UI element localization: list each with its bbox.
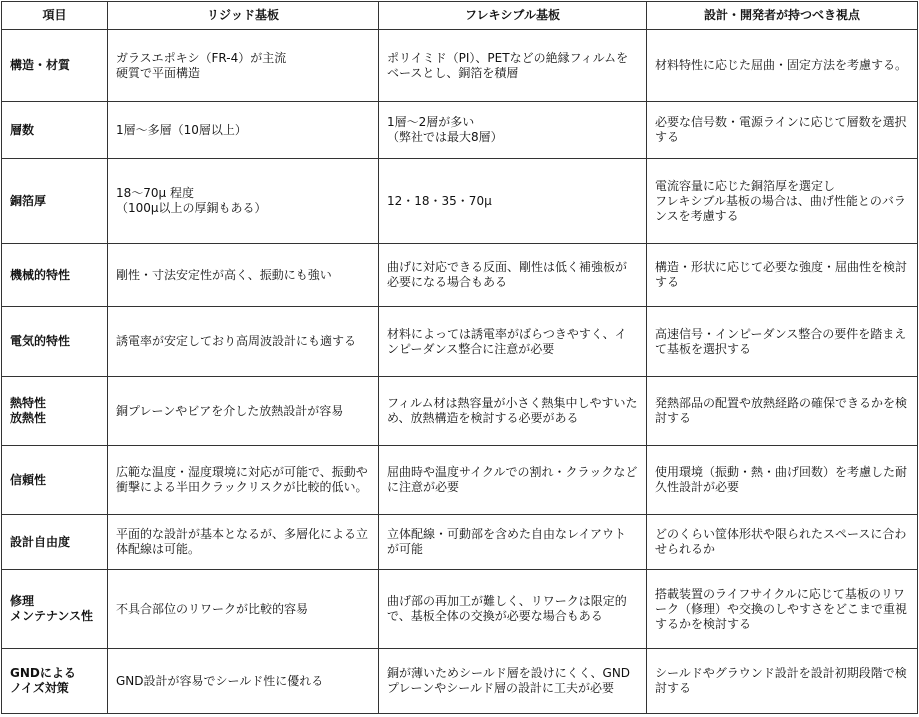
table-row	[2, 307, 918, 377]
row-item: 設計自由度	[2, 515, 108, 570]
table-row	[2, 446, 918, 515]
table-row	[2, 649, 918, 714]
comparison-table	[1, 1, 918, 714]
row-item: 機械的特性	[2, 244, 108, 307]
row-flex: 立体配線・可動部を含めた自由なレイアウトが可能	[379, 515, 647, 570]
row-view: 高速信号・インピーダンス整合の要件を踏まえて基板を選択する	[647, 307, 918, 377]
table-row	[2, 244, 918, 307]
row-rigid: ガラスエポキシ（FR-4）が主流 硬質で平面構造	[108, 30, 379, 102]
row-item: GNDによる ノイズ対策	[2, 649, 108, 714]
header-view: 設計・開発者が持つべき視点	[647, 2, 918, 30]
row-view: 必要な信号数・電源ラインに応じて層数を選択する	[647, 102, 918, 159]
table-row	[2, 30, 918, 102]
row-rigid: 広範な温度・湿度環境に対応が可能で、振動や衝撃による半田クラックリスクが比較的低い。	[108, 446, 379, 515]
row-rigid: 18～70μ 程度 （100μ以上の厚銅もある）	[108, 159, 379, 244]
row-item: 修理 メンテナンス性	[2, 570, 108, 649]
row-view: 搭載装置のライフサイクルに応じて基板のリワーク（修理）や交換のしやすさをどこまで重視するかを検討する	[647, 570, 918, 649]
row-view: シールドやグラウンド設計を設計初期段階で検討する	[647, 649, 918, 714]
row-flex: 12・18・35・70μ	[379, 159, 647, 244]
row-view: 使用環境（振動・熱・曲げ回数）を考慮した耐久性設計が必要	[647, 446, 918, 515]
table-row	[2, 515, 918, 570]
row-item: 銅箔厚	[2, 159, 108, 244]
header-rigid: リジッド基板	[108, 2, 379, 30]
row-flex: 材料によっては誘電率がばらつきやすく、インピーダンス整合に注意が必要	[379, 307, 647, 377]
row-item: 層数	[2, 102, 108, 159]
row-rigid: 平面的な設計が基本となるが、多層化による立体配線は可能。	[108, 515, 379, 570]
row-flex: フィルム材は熱容量が小さく熱集中しやすいため、放熱構造を検討する必要がある	[379, 377, 647, 446]
row-flex: 曲げ部の再加工が難しく、リワークは限定的で、基板全体の交換が必要な場合もある	[379, 570, 647, 649]
row-item: 構造・材質	[2, 30, 108, 102]
row-view: 発熱部品の配置や放熱経路の確保できるかを検討する	[647, 377, 918, 446]
row-flex: ポリイミド（PI）、PETなどの絶縁フィルムをベースとし、銅箔を積層	[379, 30, 647, 102]
row-flex: 屈曲時や温度サイクルでの割れ・クラックなどに注意が必要	[379, 446, 647, 515]
header-item: 項目	[2, 2, 108, 30]
row-rigid: 銅プレーンやビアを介した放熱設計が容易	[108, 377, 379, 446]
row-rigid: 剛性・寸法安定性が高く、振動にも強い	[108, 244, 379, 307]
row-view: どのくらい筐体形状や限られたスペースに合わせられるか	[647, 515, 918, 570]
header-flex: フレキシブル基板	[379, 2, 647, 30]
row-flex: 1層～2層が多い （弊社では最大8層）	[379, 102, 647, 159]
row-rigid: 誘電率が安定しており高周波設計にも適する	[108, 307, 379, 377]
table-row	[2, 102, 918, 159]
row-item: 電気的特性	[2, 307, 108, 377]
row-item: 熱特性 放熱性	[2, 377, 108, 446]
row-item: 信頼性	[2, 446, 108, 515]
row-rigid: GND設計が容易でシールド性に優れる	[108, 649, 379, 714]
table-row	[2, 377, 918, 446]
row-rigid: 不具合部位のリワークが比較的容易	[108, 570, 379, 649]
header-row	[2, 2, 918, 30]
row-view: 構造・形状に応じて必要な強度・屈曲性を検討する	[647, 244, 918, 307]
row-rigid: 1層～多層（10層以上）	[108, 102, 379, 159]
row-flex: 曲げに対応できる反面、剛性は低く補強板が必要になる場合もある	[379, 244, 647, 307]
table-row	[2, 159, 918, 244]
row-flex: 銅が薄いためシールド層を設けにくく、GNDプレーンやシールド層の設計に工夫が必要	[379, 649, 647, 714]
table-row	[2, 570, 918, 649]
row-view: 材料特性に応じた屈曲・固定方法を考慮する。	[647, 30, 918, 102]
row-view: 電流容量に応じた銅箔厚を選定し フレキシブル基板の場合は、曲げ性能とのバランスを考慮する	[647, 159, 918, 244]
